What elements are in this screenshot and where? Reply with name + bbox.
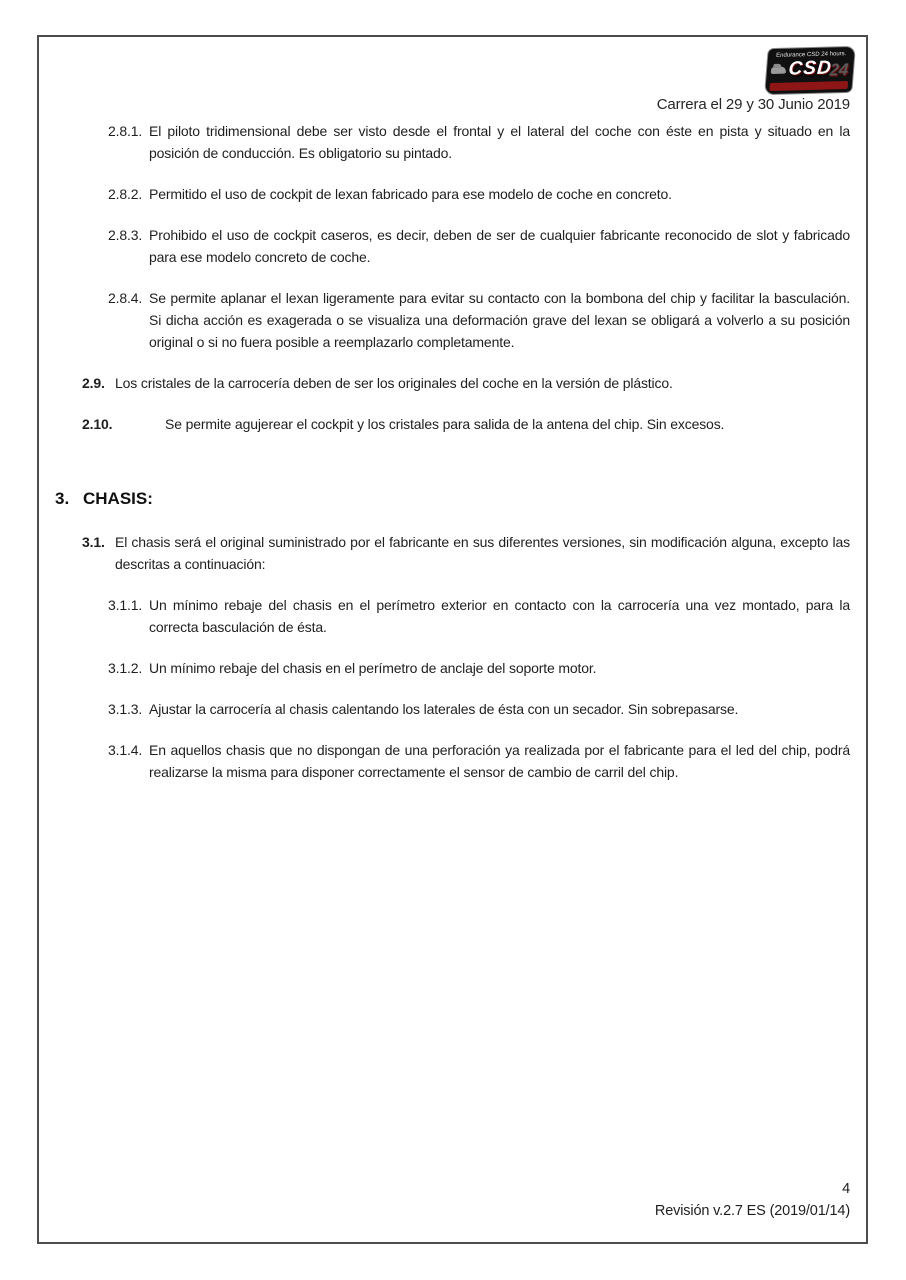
rule-text: Un mínimo rebaje del chasis en el perímetro de anclaje del soporte motor. <box>149 660 597 676</box>
rule-item-2-8-1 <box>108 120 850 164</box>
rule-item-2-8-2 <box>108 183 850 205</box>
logo-top-text: Endurance CSD 24 hours. <box>775 51 847 59</box>
rule-text: Ajustar la carrocería al chasis calentando los laterales de ésta con un secador. Sin sobrepasarse. <box>149 701 739 717</box>
section-heading-chasis <box>55 488 850 510</box>
rule-item-3-1 <box>82 531 850 575</box>
race-date-line: Carrera el 29 y 30 Junio 2019 <box>656 96 850 113</box>
page-number: 4 <box>842 1181 850 1197</box>
rule-text: En aquellos chasis que no dispongan de una perforación ya realizada por el fabricante para el led del chip, podrá realizarse la misma para disponer correctamente el sensor de cambio de carril del chip. <box>149 742 850 780</box>
page-footer <box>655 1178 850 1222</box>
logo-main-text: CSD <box>787 57 833 80</box>
revision-line: Revisión v.2.7 ES (2019/01/14) <box>654 1203 850 1219</box>
rule-item-3-1-2 <box>108 657 850 679</box>
rule-text: Permitido el uso de cockpit de lexan fabricado para ese modelo de coche en concreto. <box>149 186 672 202</box>
rule-text: Los cristales de la carrocería deben de ser los originales del coche en la versión de plástico. <box>115 375 673 391</box>
rule-text: El chasis será el original suministrado por el fabricante en sus diferentes versiones, sin modificación alguna, excepto las descritas a continuación: <box>115 534 850 572</box>
logo-badge <box>765 47 855 94</box>
page-content <box>39 37 866 1242</box>
rule-number: 2.8.2. <box>108 186 143 202</box>
rule-text: Se permite agujerear el cockpit y los cristales para salida de la antena del chip. Sin excesos. <box>165 416 725 432</box>
rule-number: 2.8.1. <box>108 123 143 139</box>
rule-number: 2.9. <box>82 375 105 391</box>
rule-text: Se permite aplanar el lexan ligeramente para evitar su contacto con la bombona del chip y facilitar la basculación. Si dicha acción es exagerada o se visualiza una deformación grave del lexan se obligará a volverlo a su posición original o si no fuera posible a reemplazarlo completamente. <box>149 290 850 350</box>
rule-number: 3.1.4. <box>108 742 143 758</box>
rule-number: 3.1.3. <box>108 701 143 717</box>
rule-number: 3.1.2. <box>108 660 143 676</box>
rule-number: 3.1. <box>82 534 105 550</box>
rule-number: 3.1.1. <box>108 597 143 613</box>
rule-item-2-8-3 <box>108 224 850 268</box>
rule-item-3-1-1 <box>108 594 850 638</box>
rule-item-3-1-3 <box>108 698 850 720</box>
section-title: CHASIS: <box>83 489 153 508</box>
csd-endurance-logo <box>767 48 853 93</box>
rule-number: 2.8.4. <box>108 290 143 306</box>
rule-item-2-10 <box>82 413 850 435</box>
rule-item-2-9 <box>82 372 850 394</box>
rule-item-2-8-4 <box>108 287 850 353</box>
logo-middle <box>766 58 854 82</box>
rule-item-3-1-4 <box>108 739 850 783</box>
page-border-frame <box>37 35 868 1244</box>
logo-24-number: 24 <box>828 60 849 80</box>
rule-number: 2.8.3. <box>108 227 143 243</box>
rule-text: El piloto tridimensional debe ser visto desde el frontal y el lateral del coche con éste en pista y situado en la posición de conducción. Es obligatorio su pintado. <box>149 123 850 161</box>
rule-text: Prohibido el uso de cockpit caseros, es decir, deben de ser de cualquier fabricante reconocido de slot y fabricado para ese modelo concreto de coche. <box>149 227 850 265</box>
rule-number: 2.10. <box>82 416 113 432</box>
section-number: 3. <box>55 489 70 508</box>
rule-text: Un mínimo rebaje del chasis en el perímetro exterior en contacto con la carrocería una vez montado, para la correcta basculación de ésta. <box>149 597 850 635</box>
logo-red-band <box>769 81 848 91</box>
